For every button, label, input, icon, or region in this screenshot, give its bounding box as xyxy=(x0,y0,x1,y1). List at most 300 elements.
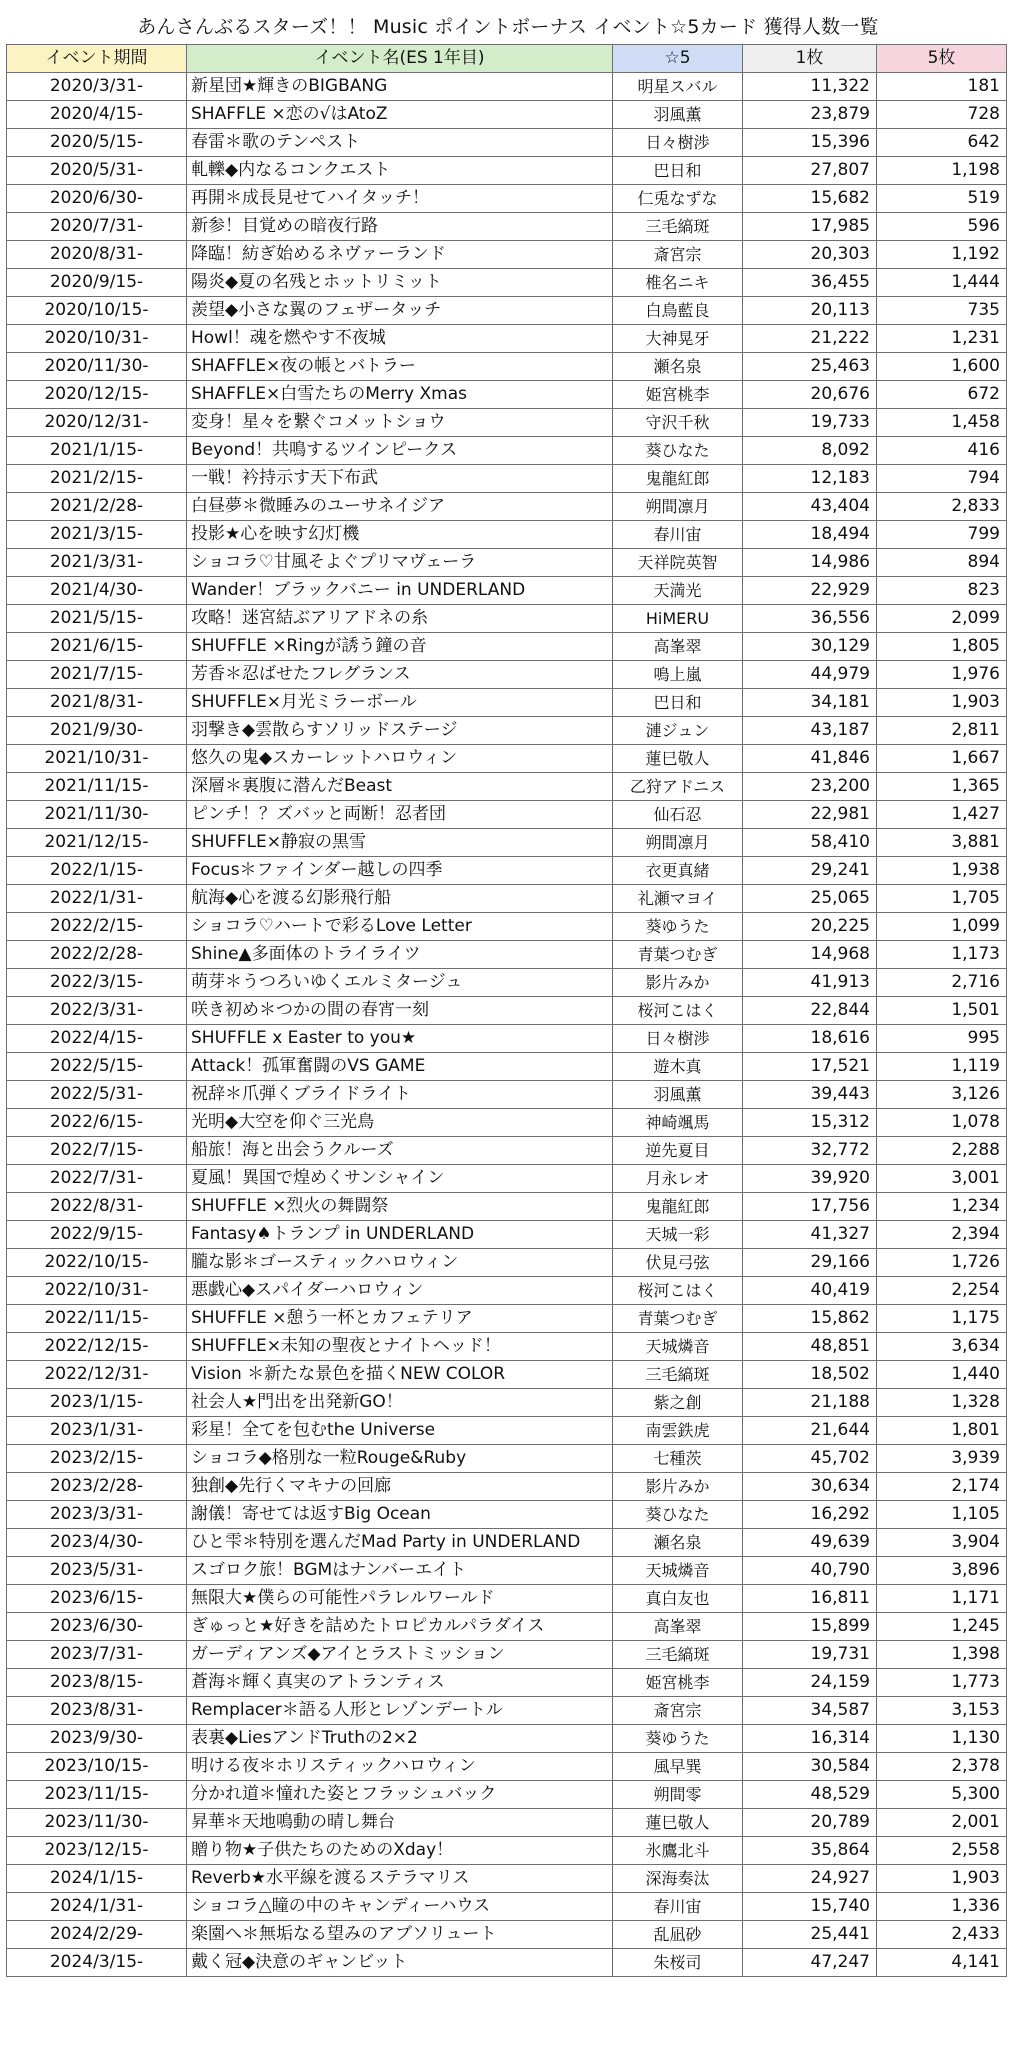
five-copy-count-cell[interactable]: 2,174 xyxy=(877,1473,1007,1501)
one-copy-count-cell[interactable]: 34,587 xyxy=(743,1697,877,1725)
five-copy-count-cell[interactable]: 1,119 xyxy=(877,1053,1007,1081)
star5-card-cell[interactable]: 天城燐音 xyxy=(613,1333,743,1361)
event-name-cell[interactable]: 咲き初め＊つかの間の春宵一刻 xyxy=(187,997,613,1025)
five-copy-count-cell[interactable]: 1,365 xyxy=(877,773,1007,801)
one-copy-count-cell[interactable]: 12,183 xyxy=(743,465,877,493)
star5-card-cell[interactable]: 天祥院英智 xyxy=(613,549,743,577)
period-cell[interactable]: 2021/10/31- xyxy=(7,745,187,773)
period-cell[interactable]: 2021/1/15- xyxy=(7,437,187,465)
star5-card-cell[interactable]: 大神晃牙 xyxy=(613,325,743,353)
one-copy-count-cell[interactable]: 18,494 xyxy=(743,521,877,549)
five-copy-count-cell[interactable]: 181 xyxy=(877,73,1007,101)
one-copy-count-cell[interactable]: 22,844 xyxy=(743,997,877,1025)
star5-card-cell[interactable]: 巴日和 xyxy=(613,689,743,717)
one-copy-count-cell[interactable]: 15,682 xyxy=(743,185,877,213)
five-copy-count-cell[interactable]: 416 xyxy=(877,437,1007,465)
five-copy-count-cell[interactable]: 1,234 xyxy=(877,1193,1007,1221)
star5-card-cell[interactable]: 瀬名泉 xyxy=(613,1529,743,1557)
period-cell[interactable]: 2022/3/15- xyxy=(7,969,187,997)
event-name-cell[interactable]: ピンチ！？ズバッと両断！忍者団 xyxy=(187,801,613,829)
five-copy-count-cell[interactable]: 3,904 xyxy=(877,1529,1007,1557)
period-cell[interactable]: 2020/11/30- xyxy=(7,353,187,381)
period-cell[interactable]: 2023/2/15- xyxy=(7,1445,187,1473)
header-star5[interactable]: ☆5 xyxy=(613,45,743,73)
five-copy-count-cell[interactable]: 2,394 xyxy=(877,1221,1007,1249)
event-name-cell[interactable]: 悪戯心◆スパイダーハロウィン xyxy=(187,1277,613,1305)
star5-card-cell[interactable]: 月永レオ xyxy=(613,1165,743,1193)
event-name-cell[interactable]: 深層＊裏腹に潜んだBeast xyxy=(187,773,613,801)
five-copy-count-cell[interactable]: 2,433 xyxy=(877,1921,1007,1949)
star5-card-cell[interactable]: 三毛縞斑 xyxy=(613,1641,743,1669)
star5-card-cell[interactable]: 南雲鉄虎 xyxy=(613,1417,743,1445)
star5-card-cell[interactable]: 紫之創 xyxy=(613,1389,743,1417)
star5-card-cell[interactable]: 朱桜司 xyxy=(613,1949,743,1977)
star5-card-cell[interactable]: 春川宙 xyxy=(613,521,743,549)
one-copy-count-cell[interactable]: 19,731 xyxy=(743,1641,877,1669)
five-copy-count-cell[interactable]: 1,705 xyxy=(877,885,1007,913)
event-name-cell[interactable]: Focus＊ファインダー越しの四季 xyxy=(187,857,613,885)
star5-card-cell[interactable]: 鳴上嵐 xyxy=(613,661,743,689)
period-cell[interactable]: 2021/8/31- xyxy=(7,689,187,717)
event-name-cell[interactable]: 変身！星々を繋ぐコメットショウ xyxy=(187,409,613,437)
period-cell[interactable]: 2022/10/31- xyxy=(7,1277,187,1305)
five-copy-count-cell[interactable]: 4,141 xyxy=(877,1949,1007,1977)
event-name-cell[interactable]: 分かれ道＊憧れた姿とフラッシュバック xyxy=(187,1781,613,1809)
five-copy-count-cell[interactable]: 3,939 xyxy=(877,1445,1007,1473)
star5-card-cell[interactable]: 日々樹渉 xyxy=(613,1025,743,1053)
one-copy-count-cell[interactable]: 43,187 xyxy=(743,717,877,745)
star5-card-cell[interactable]: 青葉つむぎ xyxy=(613,1305,743,1333)
period-cell[interactable]: 2023/6/15- xyxy=(7,1585,187,1613)
five-copy-count-cell[interactable]: 2,716 xyxy=(877,969,1007,997)
event-name-cell[interactable]: 表裏◆LiesアンドTruthの2×2 xyxy=(187,1725,613,1753)
one-copy-count-cell[interactable]: 30,634 xyxy=(743,1473,877,1501)
star5-card-cell[interactable]: 氷鷹北斗 xyxy=(613,1837,743,1865)
period-cell[interactable]: 2021/4/30- xyxy=(7,577,187,605)
one-copy-count-cell[interactable]: 36,455 xyxy=(743,269,877,297)
event-name-cell[interactable]: 新参！目覚めの暗夜行路 xyxy=(187,213,613,241)
one-copy-count-cell[interactable]: 21,222 xyxy=(743,325,877,353)
one-copy-count-cell[interactable]: 16,811 xyxy=(743,1585,877,1613)
one-copy-count-cell[interactable]: 48,851 xyxy=(743,1333,877,1361)
period-cell[interactable]: 2021/3/31- xyxy=(7,549,187,577)
star5-card-cell[interactable]: 仁兎なずな xyxy=(613,185,743,213)
star5-card-cell[interactable]: 青葉つむぎ xyxy=(613,941,743,969)
period-cell[interactable]: 2023/11/30- xyxy=(7,1809,187,1837)
period-cell[interactable]: 2024/2/29- xyxy=(7,1921,187,1949)
star5-card-cell[interactable]: 椎名ニキ xyxy=(613,269,743,297)
five-copy-count-cell[interactable]: 1,600 xyxy=(877,353,1007,381)
event-name-cell[interactable]: 羽撃き◆雲散らすソリッドステージ xyxy=(187,717,613,745)
header-period[interactable]: イベント期間 xyxy=(7,45,187,73)
five-copy-count-cell[interactable]: 2,378 xyxy=(877,1753,1007,1781)
one-copy-count-cell[interactable]: 48,529 xyxy=(743,1781,877,1809)
star5-card-cell[interactable]: 三毛縞斑 xyxy=(613,1361,743,1389)
star5-card-cell[interactable]: 斎宮宗 xyxy=(613,241,743,269)
one-copy-count-cell[interactable]: 16,314 xyxy=(743,1725,877,1753)
period-cell[interactable]: 2020/12/31- xyxy=(7,409,187,437)
star5-card-cell[interactable]: 朔間凛月 xyxy=(613,829,743,857)
one-copy-count-cell[interactable]: 45,702 xyxy=(743,1445,877,1473)
one-copy-count-cell[interactable]: 32,772 xyxy=(743,1137,877,1165)
event-name-cell[interactable]: ショコラ◆格別な一粒Rouge&Ruby xyxy=(187,1445,613,1473)
event-name-cell[interactable]: SHUFFLE ×烈火の舞闘祭 xyxy=(187,1193,613,1221)
event-name-cell[interactable]: 航海◆心を渡る幻影飛行船 xyxy=(187,885,613,913)
event-name-cell[interactable]: Wander！ブラックバニー in UNDERLAND xyxy=(187,577,613,605)
period-cell[interactable]: 2021/12/15- xyxy=(7,829,187,857)
five-copy-count-cell[interactable]: 1,130 xyxy=(877,1725,1007,1753)
event-name-cell[interactable]: 贈り物★子供たちのためのXday！ xyxy=(187,1837,613,1865)
period-cell[interactable]: 2021/11/15- xyxy=(7,773,187,801)
five-copy-count-cell[interactable]: 1,976 xyxy=(877,661,1007,689)
five-copy-count-cell[interactable]: 1,726 xyxy=(877,1249,1007,1277)
period-cell[interactable]: 2020/10/31- xyxy=(7,325,187,353)
event-name-cell[interactable]: ショコラ♡甘風そよぐプリマヴェーラ xyxy=(187,549,613,577)
star5-card-cell[interactable]: HiMERU xyxy=(613,605,743,633)
one-copy-count-cell[interactable]: 15,740 xyxy=(743,1893,877,1921)
one-copy-count-cell[interactable]: 25,441 xyxy=(743,1921,877,1949)
one-copy-count-cell[interactable]: 44,979 xyxy=(743,661,877,689)
period-cell[interactable]: 2020/12/15- xyxy=(7,381,187,409)
period-cell[interactable]: 2023/9/30- xyxy=(7,1725,187,1753)
star5-card-cell[interactable]: 仙石忍 xyxy=(613,801,743,829)
five-copy-count-cell[interactable]: 2,001 xyxy=(877,1809,1007,1837)
star5-card-cell[interactable]: 巴日和 xyxy=(613,157,743,185)
five-copy-count-cell[interactable]: 1,440 xyxy=(877,1361,1007,1389)
period-cell[interactable]: 2023/10/15- xyxy=(7,1753,187,1781)
event-name-cell[interactable]: Attack！孤軍奮闘のVS GAME xyxy=(187,1053,613,1081)
one-copy-count-cell[interactable]: 34,181 xyxy=(743,689,877,717)
star5-card-cell[interactable]: 明星スバル xyxy=(613,73,743,101)
event-name-cell[interactable]: 昇華＊天地鳴動の晴し舞台 xyxy=(187,1809,613,1837)
one-copy-count-cell[interactable]: 39,920 xyxy=(743,1165,877,1193)
one-copy-count-cell[interactable]: 58,410 xyxy=(743,829,877,857)
event-name-cell[interactable]: SHUFFLE×静寂の黒雪 xyxy=(187,829,613,857)
star5-card-cell[interactable]: 神崎颯馬 xyxy=(613,1109,743,1137)
header-five[interactable]: 5枚 xyxy=(877,45,1007,73)
one-copy-count-cell[interactable]: 30,129 xyxy=(743,633,877,661)
period-cell[interactable]: 2020/5/15- xyxy=(7,129,187,157)
five-copy-count-cell[interactable]: 2,288 xyxy=(877,1137,1007,1165)
star5-card-cell[interactable]: 羽風薫 xyxy=(613,1081,743,1109)
event-name-cell[interactable]: Beyond！共鳴するツインピークス xyxy=(187,437,613,465)
star5-card-cell[interactable]: 遊木真 xyxy=(613,1053,743,1081)
one-copy-count-cell[interactable]: 18,502 xyxy=(743,1361,877,1389)
star5-card-cell[interactable]: 朔間凛月 xyxy=(613,493,743,521)
five-copy-count-cell[interactable]: 2,833 xyxy=(877,493,1007,521)
one-copy-count-cell[interactable]: 17,985 xyxy=(743,213,877,241)
one-copy-count-cell[interactable]: 14,986 xyxy=(743,549,877,577)
five-copy-count-cell[interactable]: 1,903 xyxy=(877,689,1007,717)
period-cell[interactable]: 2024/1/31- xyxy=(7,1893,187,1921)
star5-card-cell[interactable]: 葵ゆうた xyxy=(613,913,743,941)
star5-card-cell[interactable]: 守沢千秋 xyxy=(613,409,743,437)
period-cell[interactable]: 2024/1/15- xyxy=(7,1865,187,1893)
one-copy-count-cell[interactable]: 23,879 xyxy=(743,101,877,129)
five-copy-count-cell[interactable]: 1,245 xyxy=(877,1613,1007,1641)
star5-card-cell[interactable]: 蓮巳敬人 xyxy=(613,1809,743,1837)
five-copy-count-cell[interactable]: 1,667 xyxy=(877,745,1007,773)
period-cell[interactable]: 2020/6/30- xyxy=(7,185,187,213)
period-cell[interactable]: 2023/7/31- xyxy=(7,1641,187,1669)
one-copy-count-cell[interactable]: 35,864 xyxy=(743,1837,877,1865)
star5-card-cell[interactable]: 羽風薫 xyxy=(613,101,743,129)
one-copy-count-cell[interactable]: 14,968 xyxy=(743,941,877,969)
one-copy-count-cell[interactable]: 15,396 xyxy=(743,129,877,157)
period-cell[interactable]: 2021/9/30- xyxy=(7,717,187,745)
one-copy-count-cell[interactable]: 11,322 xyxy=(743,73,877,101)
event-name-cell[interactable]: ぎゅっと★好きを詰めたトロピカルパラダイス xyxy=(187,1613,613,1641)
period-cell[interactable]: 2020/8/31- xyxy=(7,241,187,269)
event-name-cell[interactable]: Reverb★水平線を渡るステラマリス xyxy=(187,1865,613,1893)
event-name-cell[interactable]: スゴロク旅！BGMはナンバーエイト xyxy=(187,1557,613,1585)
star5-card-cell[interactable]: 乱凪砂 xyxy=(613,1921,743,1949)
five-copy-count-cell[interactable]: 1,903 xyxy=(877,1865,1007,1893)
five-copy-count-cell[interactable]: 3,126 xyxy=(877,1081,1007,1109)
five-copy-count-cell[interactable]: 3,881 xyxy=(877,829,1007,857)
period-cell[interactable]: 2020/9/15- xyxy=(7,269,187,297)
five-copy-count-cell[interactable]: 1,198 xyxy=(877,157,1007,185)
period-cell[interactable]: 2023/3/31- xyxy=(7,1501,187,1529)
one-copy-count-cell[interactable]: 22,929 xyxy=(743,577,877,605)
star5-card-cell[interactable]: 高峯翠 xyxy=(613,1613,743,1641)
star5-card-cell[interactable]: 三毛縞斑 xyxy=(613,213,743,241)
star5-card-cell[interactable]: 天城燐音 xyxy=(613,1557,743,1585)
star5-card-cell[interactable]: 七種茨 xyxy=(613,1445,743,1473)
star5-card-cell[interactable]: 礼瀬マヨイ xyxy=(613,885,743,913)
five-copy-count-cell[interactable]: 1,099 xyxy=(877,913,1007,941)
one-copy-count-cell[interactable]: 25,065 xyxy=(743,885,877,913)
period-cell[interactable]: 2021/6/15- xyxy=(7,633,187,661)
five-copy-count-cell[interactable]: 5,300 xyxy=(877,1781,1007,1809)
period-cell[interactable]: 2022/4/15- xyxy=(7,1025,187,1053)
period-cell[interactable]: 2022/2/28- xyxy=(7,941,187,969)
one-copy-count-cell[interactable]: 36,556 xyxy=(743,605,877,633)
star5-card-cell[interactable]: 影片みか xyxy=(613,1473,743,1501)
event-name-cell[interactable]: 陽炎◆夏の名残とホットリミット xyxy=(187,269,613,297)
event-name-cell[interactable]: SHUFFLE ×Ringが誘う鐘の音 xyxy=(187,633,613,661)
event-name-cell[interactable]: 彩星！全てを包むthe Universe xyxy=(187,1417,613,1445)
event-name-cell[interactable]: 蒼海＊輝く真実のアトランティス xyxy=(187,1669,613,1697)
event-name-cell[interactable]: 白昼夢＊微睡みのユーサネイジア xyxy=(187,493,613,521)
five-copy-count-cell[interactable]: 1,192 xyxy=(877,241,1007,269)
period-cell[interactable]: 2022/3/31- xyxy=(7,997,187,1025)
event-name-cell[interactable]: 独創◆先行くマキナの回廊 xyxy=(187,1473,613,1501)
one-copy-count-cell[interactable]: 47,247 xyxy=(743,1949,877,1977)
one-copy-count-cell[interactable]: 30,584 xyxy=(743,1753,877,1781)
star5-card-cell[interactable]: 蓮巳敬人 xyxy=(613,745,743,773)
star5-card-cell[interactable]: 風早巽 xyxy=(613,1753,743,1781)
event-name-cell[interactable]: 春雷＊歌のテンペスト xyxy=(187,129,613,157)
period-cell[interactable]: 2023/1/15- xyxy=(7,1389,187,1417)
event-name-cell[interactable]: 船旅！海と出会うクルーズ xyxy=(187,1137,613,1165)
event-name-cell[interactable]: Vision ＊新たな景色を描くNEW COLOR xyxy=(187,1361,613,1389)
five-copy-count-cell[interactable]: 1,231 xyxy=(877,325,1007,353)
event-name-cell[interactable]: 無限大★僕らの可能性パラレルワールド xyxy=(187,1585,613,1613)
one-copy-count-cell[interactable]: 24,927 xyxy=(743,1865,877,1893)
five-copy-count-cell[interactable]: 1,171 xyxy=(877,1585,1007,1613)
one-copy-count-cell[interactable]: 27,807 xyxy=(743,157,877,185)
period-cell[interactable]: 2021/7/15- xyxy=(7,661,187,689)
period-cell[interactable]: 2020/5/31- xyxy=(7,157,187,185)
event-name-cell[interactable]: 夏風！異国で煌めくサンシャイン xyxy=(187,1165,613,1193)
five-copy-count-cell[interactable]: 735 xyxy=(877,297,1007,325)
one-copy-count-cell[interactable]: 24,159 xyxy=(743,1669,877,1697)
star5-card-cell[interactable]: 姫宮桃李 xyxy=(613,381,743,409)
event-name-cell[interactable]: 降臨！紡ぎ始めるネヴァーランド xyxy=(187,241,613,269)
five-copy-count-cell[interactable]: 1,078 xyxy=(877,1109,1007,1137)
event-name-cell[interactable]: SHUFFLE×未知の聖夜とナイトヘッド！ xyxy=(187,1333,613,1361)
five-copy-count-cell[interactable]: 1,175 xyxy=(877,1305,1007,1333)
header-one[interactable]: 1枚 xyxy=(743,45,877,73)
period-cell[interactable]: 2022/12/15- xyxy=(7,1333,187,1361)
one-copy-count-cell[interactable]: 22,981 xyxy=(743,801,877,829)
star5-card-cell[interactable]: 鬼龍紅郎 xyxy=(613,1193,743,1221)
star5-card-cell[interactable]: 姫宮桃李 xyxy=(613,1669,743,1697)
one-copy-count-cell[interactable]: 40,419 xyxy=(743,1277,877,1305)
five-copy-count-cell[interactable]: 894 xyxy=(877,549,1007,577)
period-cell[interactable]: 2022/9/15- xyxy=(7,1221,187,1249)
star5-card-cell[interactable]: 伏見弓弦 xyxy=(613,1249,743,1277)
star5-card-cell[interactable]: 真白友也 xyxy=(613,1585,743,1613)
event-name-cell[interactable]: SHAFFLE ×恋の√はAtoZ xyxy=(187,101,613,129)
event-name-cell[interactable]: Fantasy♠トランプ in UNDERLAND xyxy=(187,1221,613,1249)
period-cell[interactable]: 2023/1/31- xyxy=(7,1417,187,1445)
period-cell[interactable]: 2022/1/15- xyxy=(7,857,187,885)
one-copy-count-cell[interactable]: 43,404 xyxy=(743,493,877,521)
period-cell[interactable]: 2024/3/15- xyxy=(7,1949,187,1977)
event-name-cell[interactable]: 戴く冠◆決意のギャンビット xyxy=(187,1949,613,1977)
five-copy-count-cell[interactable]: 1,458 xyxy=(877,409,1007,437)
period-cell[interactable]: 2022/5/15- xyxy=(7,1053,187,1081)
period-cell[interactable]: 2023/6/30- xyxy=(7,1613,187,1641)
event-name-cell[interactable]: ガーディアンズ◆アイとラストミッション xyxy=(187,1641,613,1669)
star5-card-cell[interactable]: 天満光 xyxy=(613,577,743,605)
event-name-cell[interactable]: 朧な影＊ゴースティックハロウィン xyxy=(187,1249,613,1277)
one-copy-count-cell[interactable]: 19,733 xyxy=(743,409,877,437)
one-copy-count-cell[interactable]: 29,241 xyxy=(743,857,877,885)
star5-card-cell[interactable]: 斎宮宗 xyxy=(613,1697,743,1725)
event-name-cell[interactable]: 謝儀！寄せては返すBig Ocean xyxy=(187,1501,613,1529)
event-name-cell[interactable]: SHAFFLE×白雪たちのMerry Xmas xyxy=(187,381,613,409)
one-copy-count-cell[interactable]: 15,312 xyxy=(743,1109,877,1137)
one-copy-count-cell[interactable]: 21,188 xyxy=(743,1389,877,1417)
star5-card-cell[interactable]: 朔間零 xyxy=(613,1781,743,1809)
event-name-cell[interactable]: Remplacer＊語る人形とレゾンデートル xyxy=(187,1697,613,1725)
five-copy-count-cell[interactable]: 2,558 xyxy=(877,1837,1007,1865)
one-copy-count-cell[interactable]: 20,113 xyxy=(743,297,877,325)
five-copy-count-cell[interactable]: 794 xyxy=(877,465,1007,493)
period-cell[interactable]: 2022/6/15- xyxy=(7,1109,187,1137)
five-copy-count-cell[interactable]: 1,501 xyxy=(877,997,1007,1025)
event-name-cell[interactable]: 楽園へ＊無垢なる望みのアブソリュート xyxy=(187,1921,613,1949)
event-name-cell[interactable]: SHUFFLE x Easter to you★ xyxy=(187,1025,613,1053)
star5-card-cell[interactable]: 葵ひなた xyxy=(613,437,743,465)
five-copy-count-cell[interactable]: 823 xyxy=(877,577,1007,605)
one-copy-count-cell[interactable]: 29,166 xyxy=(743,1249,877,1277)
event-name-cell[interactable]: SHAFFLE×夜の帳とバトラー xyxy=(187,353,613,381)
event-name-cell[interactable]: 悠久の鬼◆スカーレットハロウィン xyxy=(187,745,613,773)
event-name-cell[interactable]: 芳香＊忍ばせたフレグランス xyxy=(187,661,613,689)
one-copy-count-cell[interactable]: 16,292 xyxy=(743,1501,877,1529)
event-name-cell[interactable]: 羨望◆小さな翼のフェザータッチ xyxy=(187,297,613,325)
star5-card-cell[interactable]: 乙狩アドニス xyxy=(613,773,743,801)
one-copy-count-cell[interactable]: 17,521 xyxy=(743,1053,877,1081)
event-name-cell[interactable]: 新星団★輝きのBIGBANG xyxy=(187,73,613,101)
period-cell[interactable]: 2022/11/15- xyxy=(7,1305,187,1333)
five-copy-count-cell[interactable]: 1,398 xyxy=(877,1641,1007,1669)
five-copy-count-cell[interactable]: 672 xyxy=(877,381,1007,409)
period-cell[interactable]: 2022/1/31- xyxy=(7,885,187,913)
one-copy-count-cell[interactable]: 41,327 xyxy=(743,1221,877,1249)
one-copy-count-cell[interactable]: 40,790 xyxy=(743,1557,877,1585)
star5-card-cell[interactable]: 桜河こはく xyxy=(613,1277,743,1305)
one-copy-count-cell[interactable]: 20,225 xyxy=(743,913,877,941)
event-name-cell[interactable]: 萌芽＊うつろいゆくエルミタージュ xyxy=(187,969,613,997)
period-cell[interactable]: 2023/4/30- xyxy=(7,1529,187,1557)
period-cell[interactable]: 2022/7/31- xyxy=(7,1165,187,1193)
five-copy-count-cell[interactable]: 3,153 xyxy=(877,1697,1007,1725)
period-cell[interactable]: 2021/5/15- xyxy=(7,605,187,633)
event-name-cell[interactable]: 光明◆大空を仰ぐ三光鳥 xyxy=(187,1109,613,1137)
event-name-cell[interactable]: Shine▲多面体のトライライツ xyxy=(187,941,613,969)
period-cell[interactable]: 2022/7/15- xyxy=(7,1137,187,1165)
event-name-cell[interactable]: 再開＊成長見せてハイタッチ！ xyxy=(187,185,613,213)
event-name-cell[interactable]: ショコラ♡ハートで彩るLove Letter xyxy=(187,913,613,941)
five-copy-count-cell[interactable]: 3,634 xyxy=(877,1333,1007,1361)
star5-card-cell[interactable]: 白鳥藍良 xyxy=(613,297,743,325)
five-copy-count-cell[interactable]: 1,938 xyxy=(877,857,1007,885)
period-cell[interactable]: 2023/2/28- xyxy=(7,1473,187,1501)
star5-card-cell[interactable]: 高峯翠 xyxy=(613,633,743,661)
period-cell[interactable]: 2020/10/15- xyxy=(7,297,187,325)
period-cell[interactable]: 2021/2/15- xyxy=(7,465,187,493)
one-copy-count-cell[interactable]: 17,756 xyxy=(743,1193,877,1221)
five-copy-count-cell[interactable]: 1,773 xyxy=(877,1669,1007,1697)
star5-card-cell[interactable]: 深海奏汰 xyxy=(613,1865,743,1893)
one-copy-count-cell[interactable]: 15,899 xyxy=(743,1613,877,1641)
five-copy-count-cell[interactable]: 1,444 xyxy=(877,269,1007,297)
five-copy-count-cell[interactable]: 1,105 xyxy=(877,1501,1007,1529)
event-name-cell[interactable]: 社会人★門出を出発新GO！ xyxy=(187,1389,613,1417)
one-copy-count-cell[interactable]: 8,092 xyxy=(743,437,877,465)
one-copy-count-cell[interactable]: 41,913 xyxy=(743,969,877,997)
event-name-cell[interactable]: 投影★心を映す幻灯機 xyxy=(187,521,613,549)
star5-card-cell[interactable]: 逆先夏目 xyxy=(613,1137,743,1165)
period-cell[interactable]: 2023/11/15- xyxy=(7,1781,187,1809)
five-copy-count-cell[interactable]: 2,099 xyxy=(877,605,1007,633)
star5-card-cell[interactable]: 日々樹渉 xyxy=(613,129,743,157)
event-name-cell[interactable]: 攻略！迷宮結ぶアリアドネの糸 xyxy=(187,605,613,633)
period-cell[interactable]: 2021/2/28- xyxy=(7,493,187,521)
period-cell[interactable]: 2020/3/31- xyxy=(7,73,187,101)
event-name-cell[interactable]: ひと雫＊特別を選んだMad Party in UNDERLAND xyxy=(187,1529,613,1557)
five-copy-count-cell[interactable]: 3,896 xyxy=(877,1557,1007,1585)
header-event[interactable]: イベント名(ES 1年目) xyxy=(187,45,613,73)
event-name-cell[interactable]: SHUFFLE ×憩う一杯とカフェテリア xyxy=(187,1305,613,1333)
star5-card-cell[interactable]: 春川宙 xyxy=(613,1893,743,1921)
five-copy-count-cell[interactable]: 1,173 xyxy=(877,941,1007,969)
five-copy-count-cell[interactable]: 1,801 xyxy=(877,1417,1007,1445)
period-cell[interactable]: 2022/5/31- xyxy=(7,1081,187,1109)
period-cell[interactable]: 2022/12/31- xyxy=(7,1361,187,1389)
event-name-cell[interactable]: Howl！魂を燃やす不夜城 xyxy=(187,325,613,353)
star5-card-cell[interactable]: 鬼龍紅郎 xyxy=(613,465,743,493)
period-cell[interactable]: 2021/11/30- xyxy=(7,801,187,829)
five-copy-count-cell[interactable]: 642 xyxy=(877,129,1007,157)
five-copy-count-cell[interactable]: 1,336 xyxy=(877,1893,1007,1921)
event-name-cell[interactable]: 明ける夜＊ホリスティックハロウィン xyxy=(187,1753,613,1781)
